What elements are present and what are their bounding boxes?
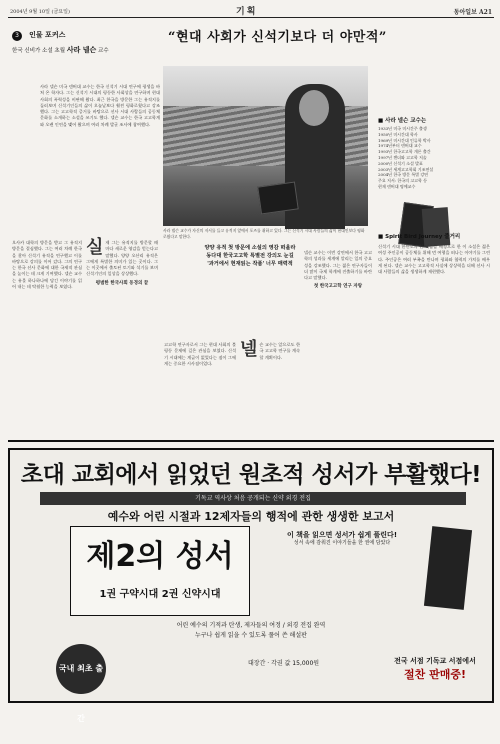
list-item: 2004년 한국 방문 특별 강연 [378, 172, 429, 178]
section-subhead-2: 첫 한국고고학 연구 자랑 [313, 284, 363, 290]
ad-cta-line-2: 절찬 판매중! [404, 668, 466, 681]
list-item: 1933년 미국 미시간주 출생 [378, 126, 427, 131]
page-header [8, 4, 494, 18]
sidebar-title: ■ 사라 넬슨 교수는 [378, 118, 427, 124]
list-item: 2003년 세계고고학회 기조연설 [378, 166, 434, 172]
body-column-mid [86, 237, 158, 430]
subheading-2: 동다대 한국고고학 특별전 강의도 눈길 [206, 253, 294, 259]
photo-person-head [299, 90, 329, 126]
section-title: 기획 [236, 7, 258, 17]
photo-caption: 사라 넬슨 교수가 자신의 저서를 들고 유적지 앞에서 포즈를 취하고 있다. 그는 신석기 시대 사람들의 삶이 현대인보다 평화로웠다고 말한다. [163, 228, 365, 239]
byline-prefix: 한국 신비가 소설 초월 [12, 48, 67, 54]
sidebar-title-text: 사라 넬슨 교수는 [385, 118, 427, 124]
ad-feature-line-1: 어린 예수의 기적과 탄생, 제자들의 여정 / 외경 전집 완역 [176, 622, 326, 629]
ad-call-to-action [390, 656, 480, 682]
ad-blurb-text: 성서 속에 감춰진 이야기들을 한 권에 담았다 [293, 540, 391, 546]
body-column-a: 고고학 연구자로서 그는 현대 사회의 불평등 문제에 깊은 관심을 보였다. 신석기 시대에는 계급이 없었다는 점이 그에게는 중요한 시사점이었다. [164, 342, 236, 366]
list-item: 1997년 젠더와 고고학 저술 [378, 154, 427, 160]
list-item: 2000년 신석기 소설 발표 [378, 160, 423, 166]
ad-cta-line-1: 전국 서점 기독교 서점에서 [394, 657, 476, 665]
ad-subtitle: 예수와 어린 시절과 12제자들의 행적에 관한 생생한 보고서 [107, 510, 395, 523]
ad-volumes: 1권 구약시대 2권 신약시대 [99, 589, 221, 600]
sidebar-title-2-text: Spirit Bird Journey 줄거리 [385, 234, 461, 240]
ad-publisher: 대장간 · 각권 값 15,000원 [248, 660, 320, 667]
body-c-text: 넬슨 교수는 이번 강연에서 한국 고고학의 성과를 세계에 알리는 일의 중요성을 강조했다. 그는 젊은 연구자들이 더 많이 국제 학계에 진출하기를 바란다고 말했다. [304, 250, 372, 281]
column-meta [12, 22, 162, 55]
ad-book-image [424, 526, 472, 610]
article-photo [163, 66, 368, 226]
novel-cover-image-2 [422, 207, 451, 247]
ad-book-title-box [70, 526, 250, 616]
issue-date: 2004년 9월 10일 (금요일) [10, 9, 70, 15]
dropcap-b: 넬 [240, 339, 258, 360]
byline-suffix: 교수 [96, 48, 109, 54]
ad-blurb [262, 532, 422, 547]
ad-feature-line-2: 누구나 쉽게 읽을 수 있도록 풀어 쓴 해설판 [195, 632, 307, 639]
column-label: 인물 포커스 [29, 31, 66, 39]
article-lead: 사라 넬슨 미국 덴버대 교수는 한국 신석기 시대 연구에 평생을 바쳐 온 학자다. 그는 신석기 시대의 평등한 사회상을 연구하며 현대 사회의 폭력성을 비판해 왔다. 최근 한국을 방문한 그는 유적지를 둘러보며 신석기인들의 삶이 오늘날보다 훨씬 평화로웠다고 강조했다. 그는 고고학적 증거를 바탕으로 선사 시대 사람들의 공동체 문화를 소개하는 소설을 쓰기도 했다. 넬슨 교수는 한국 고고학계와 오랜 인연을 맺어 왔으며 여러 차례 발굴 조사에 참여했다. [40, 84, 160, 127]
sidebar-bio-list [378, 126, 490, 190]
list-item: 1974년부터 덴버대 교수 [378, 143, 422, 149]
ad-blurb-head: 이 책을 읽으면 성서가 쉽게 풀린다! [286, 531, 398, 539]
page-number: 동아일보 A21 [453, 9, 492, 16]
ad-divider [8, 440, 494, 442]
list-item: 1993년 한국고고학 개론 출간 [378, 149, 431, 155]
subheading-1: 양양 유적 첫 방문에 소설의 영감 떠올라 [204, 245, 296, 251]
sidebar-synopsis: 신석기 시대 한반도의 한 마을을 배경으로 한 이 소설은 젊은 여성 주인공이 공동체를 위해 먼 여행을 떠나는 이야기를 그린다. 주인공은 여러 부족을 만나며 평화와 협력의 가치를 배우게 된다. 넬슨 교수는 고고학적 사실에 상상력을 더해 선사 시대 사람들의 삶을 생생하게 재현했다. [378, 244, 490, 275]
list-item: 현재 덴버대 명예교수 [378, 183, 416, 189]
body-column-b [240, 339, 300, 434]
subheading-3: '과거에서 현재읽는 작품' 너무 매력적 [207, 261, 293, 267]
section-subhead: 평범한 한국사회 동경의 끝 [95, 280, 149, 286]
ad-book-title: 제2의 성서 [86, 539, 234, 574]
byline-name: 사라 넬슨 [66, 46, 97, 54]
body-column-left: 오사카 대학의 방문을 받고 그 유적지 방문을 결심했다. 그는 여러 차례 한국을 찾아 신석기 유적을 연구했고 이를 바탕으로 강의를 이어 갔다. 그의 연구는 한국 선사 문화에 대한 국제적 관심을 높이는 데 크게 기여했다. 넬슨 교수는 유물 하나하나에 담긴 이야기를 읽어 내는 데 탁월한 능력을 보였다. [12, 240, 82, 290]
list-item: 1950년 미시간대 학사 [378, 131, 418, 137]
list-item: 주요 저서: 한국의 고고학 등 [378, 178, 427, 184]
list-item: 1969년 미시간대 인류학 박사 [378, 137, 431, 143]
photo-book [257, 181, 299, 214]
body-b-text: 슨 교수는 앞으로도 한국 고고학 연구를 계속할 계획이다. [259, 342, 300, 360]
body-mid-text: 제 그는 유적지를 방문할 때마다 새로운 영감을 얻는다고 말했다. 양양 오산리 유적은 그에게 특별한 의미가 있는 곳이다. 그는 이곳에서 출토된 토기와 석기를 보며 신석기인의 일상을 상상했다. [86, 240, 158, 277]
byline [12, 45, 162, 55]
column-number-badge: 3 [12, 31, 22, 41]
dropcap: 실 [86, 237, 104, 258]
first-edition-badge: 국내 최초 출간 [56, 644, 106, 694]
book-advertisement [8, 448, 494, 723]
article-headline: “현대 사회가 신석기보다 더 야만적” [168, 30, 387, 45]
body-column-c [304, 250, 372, 434]
ad-headline: 초대 교회에서 읽었던 원초적 성서가 부활했다! [20, 462, 482, 488]
ad-band: 기독교 역사상 처음 공개되는 신약 외경 전집 [40, 492, 466, 505]
subheadings [200, 244, 300, 268]
sidebar-title-2: ■ Spirit Bird Journey 줄거리 [378, 234, 461, 240]
